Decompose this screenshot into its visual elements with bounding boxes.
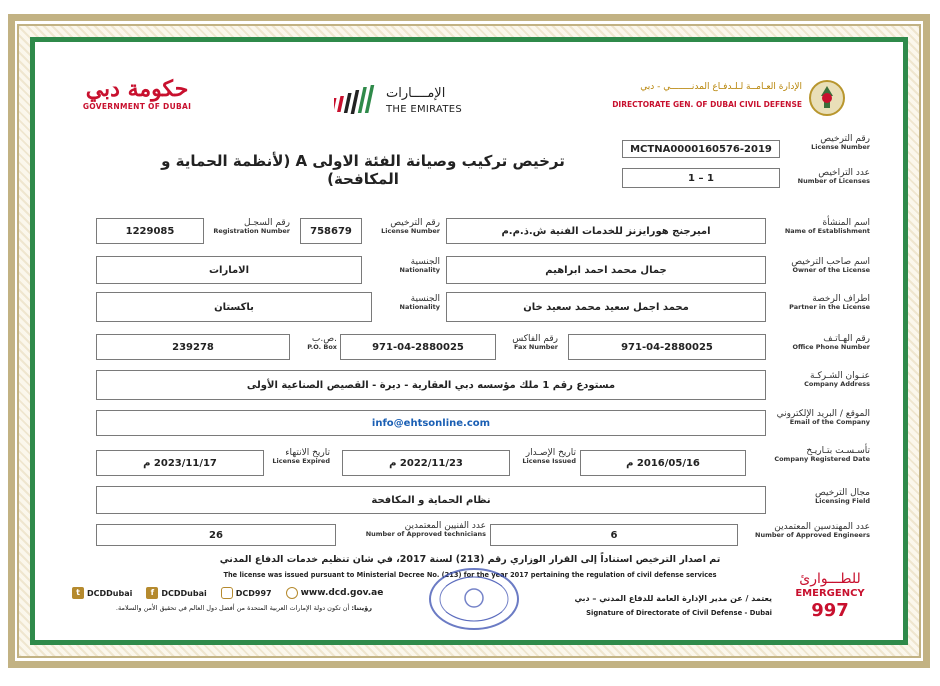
email-link[interactable]: info@ehtsonline.com [96, 410, 766, 436]
facebook-icon: f [146, 587, 158, 599]
license-number-2-value: 758679 [300, 218, 362, 244]
facebook-handle: DCDDubai [161, 588, 207, 598]
official-stamp-icon [426, 564, 522, 634]
signature-english: Signature of Directorate of Civil Defense - Dubai [586, 609, 772, 617]
social-links [72, 586, 383, 600]
issued-value: 2022/11/23 م [342, 450, 510, 476]
engineers-label: عدد المهندسين المعتمدين Number of Approved Engineers [755, 522, 870, 540]
emirates-arabic: الإمــــارات [386, 86, 446, 101]
owner-value: جمال محمد احمد ابراهيم [446, 256, 766, 284]
globe-icon [286, 587, 298, 599]
registration-value: 1229085 [96, 218, 204, 244]
issued-label: تاريخ الإصـدار License Issued [522, 448, 576, 466]
emergency-block [790, 570, 870, 622]
fax-label: رقم الفاكس Fax Number [512, 334, 558, 352]
instagram-icon [221, 587, 233, 599]
number-of-licenses-label: عدد التراخيص Number of Licenses [797, 168, 870, 186]
instagram-link[interactable] [221, 587, 272, 599]
registered-date-value: 2016/05/16 م [580, 450, 746, 476]
decree-english: The license was issued pursuant to Ministerial Decree No. (213) for the year 2017 pertaining the regulation of civil defense services [223, 571, 717, 579]
establishment-label: اسم المنشأة Name of Establishment [784, 218, 870, 236]
address-label: عنـوان الشـركـة Company Address [804, 371, 870, 389]
vision-statement [72, 604, 372, 612]
emergency-arabic: للطـــوارئ [799, 571, 861, 587]
dcd-arabic: الإدارة العـامــة لـلـدفـاع المدنــــــــي - دبي [640, 82, 802, 92]
emirates-flag-icon [334, 84, 378, 118]
technicians-label: عدد الفنيين المعتمدين Number of Approved technicians [365, 521, 486, 539]
dcd-english: DIRECTORATE GEN. OF DUBAI CIVIL DEFENSE [612, 100, 802, 109]
vision-text: أن تكون دولة الإمارات العربية المتحدة من أفضل دول العالم في تحقيق الأمن والسلامة. [115, 604, 350, 612]
registration-label: رقم السجـل Registration Number [213, 218, 290, 236]
twitter-link[interactable] [72, 587, 132, 599]
owner-nationality-value: الامارات [96, 256, 362, 284]
engineers-value: 6 [490, 524, 738, 546]
license-number-2-label: رقم الترخيص License Number [381, 218, 440, 236]
field-value: نظام الحماية و المكافحة [96, 486, 766, 514]
decree-arabic: تم اصدار الترخيص استناداً إلى القرار الوزاري رقم (213) لسنة 2017، في شان تنظيم خدمات الدفاع المدني [219, 554, 721, 565]
owner-nationality-label: الجنسية Nationality [399, 257, 440, 275]
partner-value: محمد اجمل سعيد محمد سعيد خان [446, 292, 766, 322]
partner-label: اطراف الرخصة Partner in the License [789, 294, 870, 312]
number-of-licenses-value: 1 – 1 [622, 168, 780, 188]
twitter-icon: t [72, 587, 84, 599]
twitter-handle: DCDDubai [87, 588, 133, 598]
address-value: مستودع رقم 1 ملك مؤسسه دبي العقارية - ديرة - القصيص الصناعية الأولى [96, 370, 766, 400]
expired-value: 2023/11/17 م [96, 450, 264, 476]
emergency-number: 997 [811, 600, 849, 621]
instagram-handle: DCD997 [235, 588, 272, 598]
license-number-label: رقم الترخيص License Number [811, 134, 870, 152]
po-box-label: ص.ب. P.O. Box [307, 334, 337, 352]
vision-label: رؤيتنا: [351, 604, 372, 612]
license-number-value: MCTNA0000160576-2019 [622, 140, 780, 158]
expired-label: تاريخ الانتهاء License Expired [272, 448, 330, 466]
emergency-english: EMERGENCY [795, 588, 865, 599]
website-link[interactable] [286, 587, 384, 599]
field-label: مجال الترخيص Licensing Field [814, 488, 870, 506]
email-label: الموقع / البريد الإلكتروني Email of the Company [776, 409, 870, 427]
dubai-gov-english: GOVERNMENT OF DUBAI [82, 102, 192, 111]
dubai-gov-arabic: حكومة دبي [85, 76, 189, 102]
fax-value: 971-04-2880025 [340, 334, 496, 360]
dcd-logo [594, 78, 846, 122]
facebook-link[interactable] [146, 587, 206, 599]
emirates-logo [334, 84, 484, 120]
certificate-title: ترخيص تركيب وصيانة الفئة الاولى A (لأنظمة الحماية و المكافحة) [161, 152, 565, 188]
partner-nationality-label: الجنسية Nationality [399, 294, 440, 312]
office-phone-value: 971-04-2880025 [568, 334, 766, 360]
technicians-value: 26 [96, 524, 336, 546]
partner-nationality-value: باكستان [96, 292, 372, 322]
website-url: www.dcd.gov.ae [300, 588, 384, 598]
owner-label: اسم صاحب الترخيص Owner of the License [791, 257, 870, 275]
dcd-emblem-icon [808, 78, 846, 118]
signature-arabic: يعتمد / عن مدير الإدارة العامة للدفاع المدني – دبي [574, 594, 772, 603]
establishment-value: اميرجنج هورايزنز للخدمات الفنية ش.ذ.م.م [446, 218, 766, 244]
registered-date-label: تأسـسـت بتـاريـخ Company Registered Date [774, 446, 870, 464]
office-phone-label: رقم الهـاتـف Office Phone Number [792, 334, 870, 352]
po-box-value: 239278 [96, 334, 290, 360]
dubai-gov-logo [82, 76, 192, 111]
emirates-english: THE EMIRATES [386, 104, 463, 115]
